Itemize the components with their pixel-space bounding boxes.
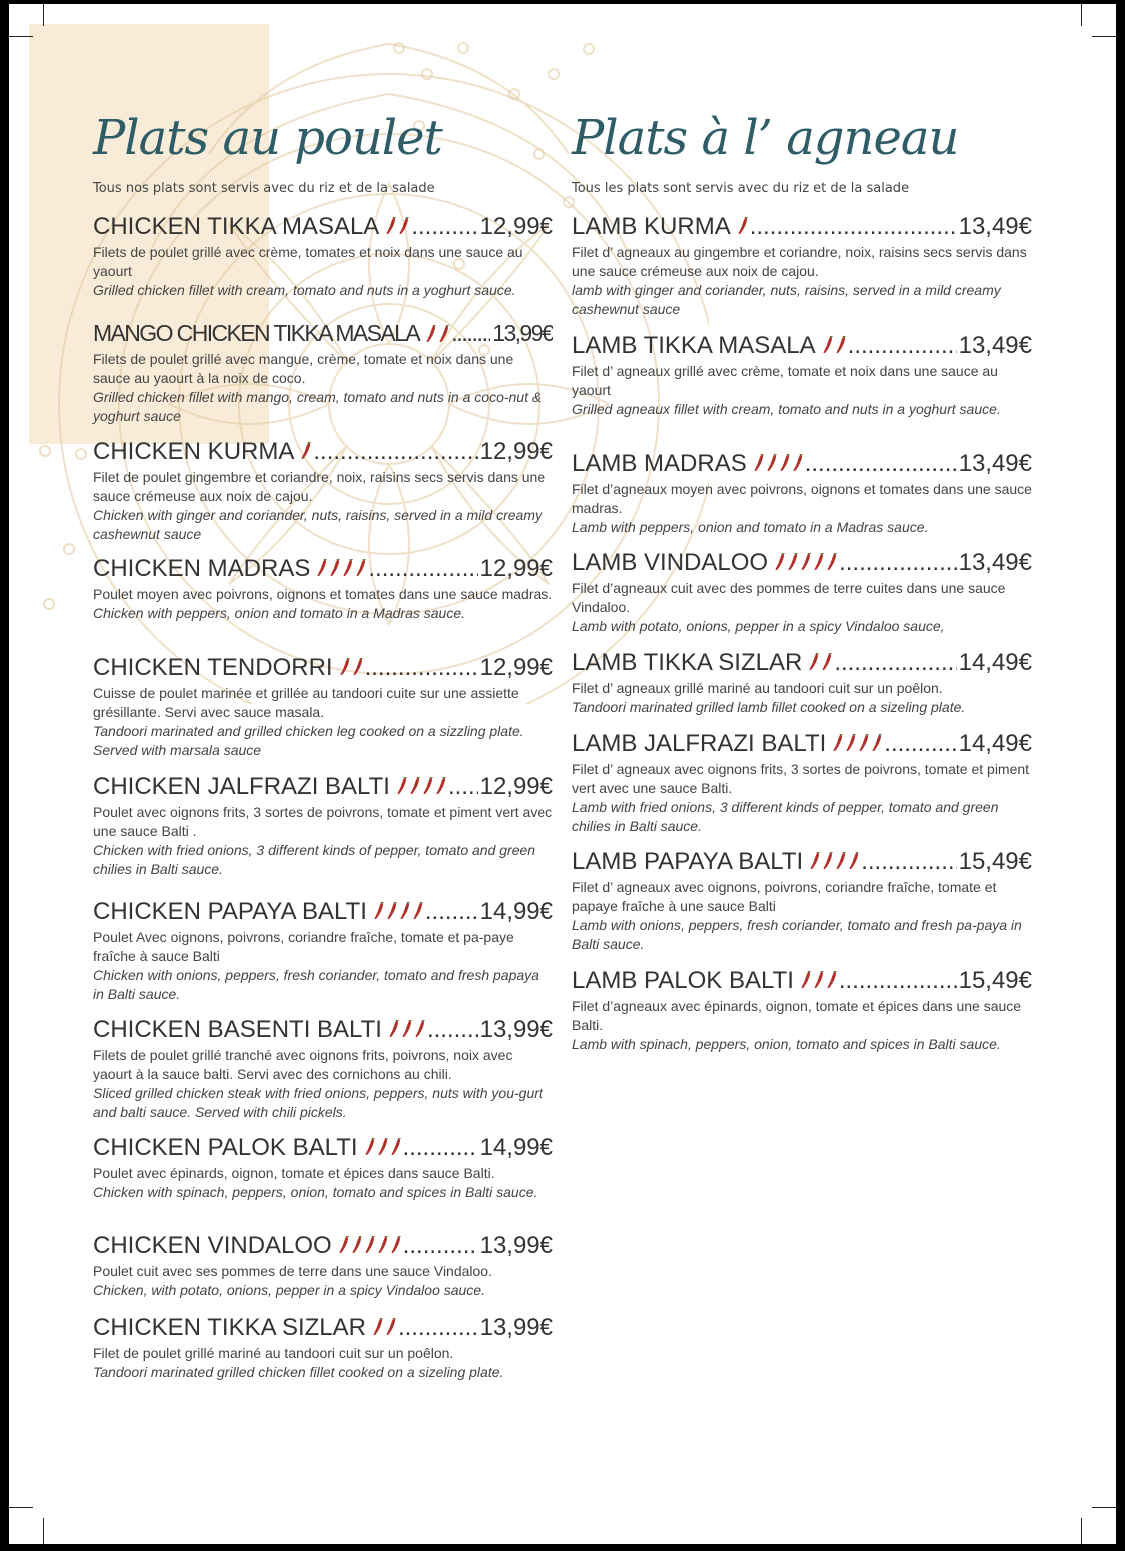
dot-leader (839, 549, 957, 577)
dish-title-line (572, 730, 1032, 760)
dish-description-fr: Filet d’ agneaux au gingembre et coriandre, noix, raisins secs servis dans une sauce crémeuse aux noix de cajou. (572, 244, 1027, 279)
dish-name: CHICKEN TIKKA MASALA (93, 213, 380, 240)
dot-leader (848, 332, 957, 360)
spice-level-chili-icons (364, 1135, 402, 1163)
dish-title-line (93, 213, 553, 243)
chili-pepper-icon (352, 655, 364, 683)
spice-level-chili-icons (800, 968, 838, 996)
spice-level-chili-icons (822, 333, 847, 361)
spice-level-chili-icons (809, 849, 860, 877)
dot-leader (403, 1232, 478, 1260)
dot-leader (839, 967, 957, 995)
chili-pepper-icon (372, 1315, 384, 1343)
lamb-subtitle: Tous les plats sont servis avec du riz et de la salade (572, 181, 910, 196)
dish-description-fr: Filet d’agneaux cuit avec des pommes de terre cuites dans une sauce Vindaloo. (572, 580, 1006, 615)
menu-page (9, 4, 1116, 1544)
dot-leader (861, 848, 956, 876)
dish-price: 12,99€ (479, 654, 553, 681)
chili-pepper-icon (737, 214, 749, 242)
spice-level-chili-icons (808, 650, 833, 678)
lamb-menu-item (572, 967, 1032, 1054)
chicken-menu-item (93, 898, 553, 1004)
dish-price: 13,99€ (479, 1016, 553, 1043)
chili-pepper-icon (399, 899, 411, 927)
dish-description-fr: Filet d’ agneaux avec oignons, poivrons, coriandre fraîche, tomate et papaye fraîche à une sauce Balti (572, 879, 997, 914)
chili-pepper-icon (390, 1233, 402, 1261)
chili-pepper-icon (835, 333, 847, 361)
dish-price: 14,99€ (479, 898, 553, 925)
dot-leader (365, 654, 478, 682)
chili-pepper-icon (364, 1135, 376, 1163)
dish-description-en: lamb with ginger and coriander, nuts, raisins, served in a mild creamy cashewnut sauce (572, 282, 1001, 317)
chili-pepper-icon (826, 550, 838, 578)
spice-level-chili-icons (316, 556, 367, 584)
dish-description-fr: Filet de poulet gingembre et coriandre, noix, raisins secs servis dans une sauce crémeuse aux noix de cajou. (93, 469, 546, 504)
dish-title-line (93, 320, 553, 350)
dot-leader (368, 555, 477, 583)
spice-level-chili-icons (338, 1233, 402, 1261)
dish-name: LAMB TIKKA SIZLAR (572, 649, 803, 676)
chili-pepper-icon (351, 1233, 363, 1261)
dish-price: 14,49€ (958, 649, 1032, 676)
dish-name: CHICKEN JALFRAZI BALTI (93, 773, 390, 800)
chili-pepper-icon (822, 333, 834, 361)
chili-pepper-icon (848, 849, 860, 877)
dish-description-fr: Cuisse de poulet marinée et grillée au tandoori cuite sur une assiette grésillante. Servi avec sauce masala. (93, 685, 519, 720)
chili-pepper-icon (858, 731, 870, 759)
chili-pepper-icon (800, 968, 812, 996)
dish-title-line (93, 898, 553, 928)
chili-pepper-icon (412, 899, 424, 927)
lamb-heading: Plats à l’ agneau (572, 110, 959, 166)
dish-description-fr: Filet d’ agneaux grillé mariné au tandoori cuit sur un poêlon. (572, 680, 943, 696)
dish-description-en: Grilled chicken fillet with cream, tomato and nuts in a yoghurt sauce. (93, 282, 516, 298)
spice-level-chili-icons (425, 322, 450, 349)
dish-description-fr: Filets de poulet grillé tranché avec oignons frits, poivrons, noix avec yaourt à la sauce balti. Servi avec des cornichons au chili. (93, 1047, 513, 1082)
dish-description-en: Grilled agneaux fillet with cream, tomato and nuts in a yoghurt sauce. (572, 401, 1001, 417)
dish-price: 13,99€ (479, 1314, 553, 1341)
dish-description-fr: Poulet avec oignons frits, 3 sortes de poivrons, tomate et piment vert avec une sauce Balti . (93, 804, 553, 839)
chili-pepper-icon (342, 556, 354, 584)
lamb-menu-item (572, 848, 1032, 954)
dish-description-fr: Filet d’ agneaux avec oignons frits, 3 sortes de poivrons, tomate et piment vert avec une sauce Balti. (572, 761, 1030, 796)
chicken-menu-item (93, 1314, 553, 1382)
dish-name: LAMB KURMA (572, 213, 731, 240)
chili-pepper-icon (826, 968, 838, 996)
chicken-menu-item (93, 1232, 553, 1300)
chili-pepper-icon (753, 451, 765, 479)
dish-price: 14,99€ (479, 1134, 553, 1161)
dot-leader (313, 438, 477, 466)
dish-description-en: Chicken with spinach, peppers, onion, tomato and spices in Balti sauce. (93, 1184, 538, 1200)
dot-leader (425, 898, 478, 926)
dish-title-line (93, 1232, 553, 1262)
chili-pepper-icon (435, 774, 447, 802)
lamb-menu-item (572, 332, 1032, 419)
dish-description-en: Chicken with fried onions, 3 different kinds of pepper, tomato and green chilies in Balti sauce. (93, 842, 536, 877)
dish-name: CHICKEN KURMA (93, 438, 295, 465)
dish-name: CHICKEN BASENTI BALTI (93, 1016, 382, 1043)
chicken-menu-item (93, 320, 553, 426)
dish-description-en: Tandoori marinated and grilled chicken leg cooked on a sizzling plate. Served with marsala sauce (93, 723, 524, 758)
dish-description-en: Lamb with spinach, peppers, onion, tomato and spices in Balti sauce. (572, 1036, 1001, 1052)
spice-level-chili-icons (388, 1017, 426, 1045)
chili-pepper-icon (300, 439, 312, 467)
dish-title-line (572, 549, 1032, 579)
dish-description-fr: Filets de poulet grillé avec mangue, crème, tomate et noix dans une sauce au yaourt à la noix de coco. (93, 351, 514, 386)
dish-name: LAMB PALOK BALTI (572, 967, 794, 994)
chili-pepper-icon (414, 1017, 426, 1045)
dish-name: LAMB MADRAS (572, 450, 747, 477)
chili-pepper-icon (398, 214, 410, 242)
dish-description-fr: Filet d’ agneaux grillé avec crème, tomate et noix dans une sauce au yaourt (572, 363, 998, 398)
spice-level-chili-icons (753, 451, 804, 479)
dish-title-line (572, 967, 1032, 997)
dish-description-en: Chicken with peppers, onion and tomato in a Madras sauce. (93, 605, 465, 621)
dish-description-fr: Poulet cuit avec ses pommes de terre dans une sauce Vindaloo. (93, 1263, 492, 1279)
dish-price: 13,49€ (958, 332, 1032, 359)
spice-level-chili-icons (385, 214, 410, 242)
dish-description-fr: Filet de poulet grillé mariné au tandoori cuit sur un poêlon. (93, 1345, 454, 1361)
spice-level-chili-icons (737, 214, 749, 242)
dish-name: CHICKEN MADRAS (93, 555, 311, 582)
dish-description-fr: Poulet Avec oignons, poivrons, coriandre fraîche, tomate et pa-paye fraîche à sauce Balti (93, 929, 514, 964)
dish-title-line (93, 654, 553, 684)
dish-name: CHICKEN TIKKA SIZLAR (93, 1314, 366, 1341)
chicken-menu-item (93, 1016, 553, 1122)
spice-level-chili-icons (339, 655, 364, 683)
lamb-menu-item (572, 450, 1032, 537)
dish-name: CHICKEN VINDALOO (93, 1232, 332, 1259)
chili-pepper-icon (338, 1233, 350, 1261)
chicken-menu-item (93, 773, 553, 879)
chili-pepper-icon (355, 556, 367, 584)
dish-description-fr: Poulet moyen avec poivrons, oignons et tomates dans une sauce madras. (93, 586, 553, 602)
dish-title-line (93, 773, 553, 803)
dish-title-line (572, 332, 1032, 362)
dish-description-en: Lamb with potato, onions, pepper in a spicy Vindaloo sauce, (572, 618, 945, 634)
dish-title-line (93, 1134, 553, 1164)
chili-pepper-icon (377, 1233, 389, 1261)
dish-description-en: Grilled chicken fillet with mango, cream, tomato and nuts in a coco-nut & yoghurt sauce (93, 389, 542, 424)
dish-title-line (93, 438, 553, 468)
dish-price: 13,99€ (492, 320, 553, 346)
chili-pepper-icon (316, 556, 328, 584)
dish-title-line (572, 450, 1032, 480)
dot-leader (805, 450, 957, 478)
dish-title-line (572, 649, 1032, 679)
chili-pepper-icon (422, 774, 434, 802)
chili-pepper-icon (438, 322, 450, 349)
lamb-menu-item (572, 649, 1032, 717)
dish-price: 13,49€ (958, 450, 1032, 477)
dish-name: CHICKEN PAPAYA BALTI (93, 898, 367, 925)
dish-price: 12,99€ (479, 555, 553, 582)
chicken-menu-item (93, 1134, 553, 1202)
dot-leader (403, 1134, 478, 1162)
chicken-menu-item (93, 555, 553, 623)
chicken-menu-item (93, 213, 553, 300)
chicken-heading: Plats au poulet (93, 110, 442, 166)
dish-description-en: Chicken, with potato, onions, pepper in a spicy Vindaloo sauce. (93, 1282, 485, 1298)
chili-pepper-icon (800, 550, 812, 578)
dish-price: 13,49€ (958, 549, 1032, 576)
dot-leader (427, 1016, 478, 1044)
dish-description-en: Lamb with fried onions, 3 different kinds of pepper, tomato and green chilies in Balti sauce. (572, 799, 999, 834)
dish-title-line (572, 213, 1032, 243)
spice-level-chili-icons (300, 439, 312, 467)
dish-name: LAMB PAPAYA BALTI (572, 848, 804, 875)
dish-name: CHICKEN TENDORRI (93, 654, 333, 681)
chili-pepper-icon (835, 849, 847, 877)
chili-pepper-icon (821, 650, 833, 678)
chicken-subtitle: Tous nos plats sont servis avec du riz et de la salade (93, 181, 435, 196)
spice-level-chili-icons (373, 899, 424, 927)
dish-description-en: Chicken with onions, peppers, fresh coriander, tomato and fresh papaya in Balti sauce. (93, 967, 539, 1002)
dish-description-en: Tandoori marinated grilled chicken fillet cooked on a sizeling plate. (93, 1364, 504, 1380)
chili-pepper-icon (339, 655, 351, 683)
dish-price: 15,49€ (958, 967, 1032, 994)
dish-description-en: Lamb with peppers, onion and tomato in a Madras sauce. (572, 519, 929, 535)
dish-description-fr: Filet d’agneaux moyen avec poivrons, oignons et tomates dans une sauce madras. (572, 481, 1032, 516)
lamb-menu-item (572, 213, 1032, 319)
lamb-menu-item (572, 730, 1032, 836)
chili-pepper-icon (813, 968, 825, 996)
dot-leader (750, 213, 957, 241)
dish-name: MANGO CHICKEN TIKKA MASALA (93, 320, 420, 346)
dish-description-fr: Filets de poulet grillé avec crème, tomates et noix dans une sauce au yaourt (93, 244, 523, 279)
chili-pepper-icon (779, 451, 791, 479)
chili-pepper-icon (845, 731, 857, 759)
chili-pepper-icon (385, 1315, 397, 1343)
dot-leader (411, 213, 477, 241)
dot-leader (398, 1314, 478, 1342)
dish-price: 12,99€ (479, 773, 553, 800)
spice-level-chili-icons (832, 731, 883, 759)
dish-price: 12,99€ (479, 438, 553, 465)
dish-description-fr: Filet d’agneaux avec épinards, oignon, tomate et épices dans une sauce Balti. (572, 998, 1022, 1033)
dish-name: LAMB JALFRAZI BALTI (572, 730, 827, 757)
dish-price: 13,49€ (958, 213, 1032, 240)
chili-pepper-icon (364, 1233, 376, 1261)
dish-title-line (93, 1016, 553, 1046)
chili-pepper-icon (822, 849, 834, 877)
dish-title-line (572, 848, 1032, 878)
dish-name: CHICKEN PALOK BALTI (93, 1134, 358, 1161)
chili-pepper-icon (373, 899, 385, 927)
chili-pepper-icon (792, 451, 804, 479)
dish-name: LAMB VINDALOO (572, 549, 769, 576)
chili-pepper-icon (832, 731, 844, 759)
chili-pepper-icon (871, 731, 883, 759)
dot-leader (448, 773, 478, 801)
dish-price: 13,99€ (479, 1232, 553, 1259)
chili-pepper-icon (396, 774, 408, 802)
chili-pepper-icon (425, 322, 437, 349)
dish-title-line (93, 1314, 553, 1344)
chili-pepper-icon (386, 899, 398, 927)
dish-title-line (93, 555, 553, 585)
chili-pepper-icon (385, 214, 397, 242)
dish-description-en: Tandoori marinated grilled lamb fillet cooked on a sizeling plate. (572, 699, 966, 715)
chili-pepper-icon (377, 1135, 389, 1163)
dot-leader (884, 730, 956, 758)
dish-description-en: Sliced grilled chicken steak with fried onions, peppers, nuts with you-gurt and balti sauce. Served with chili pickels. (93, 1085, 543, 1120)
dish-description-en: Chicken with ginger and coriander, nuts, raisins, served in a mild creamy cashewnut sauce (93, 507, 542, 542)
dish-price: 15,49€ (958, 848, 1032, 875)
dish-price: 12,99€ (479, 213, 553, 240)
spice-level-chili-icons (396, 774, 447, 802)
chili-pepper-icon (809, 849, 821, 877)
chili-pepper-icon (774, 550, 786, 578)
dish-name: LAMB TIKKA MASALA (572, 332, 816, 359)
chicken-menu-item (93, 438, 553, 544)
dish-price: 14,49€ (958, 730, 1032, 757)
chili-pepper-icon (787, 550, 799, 578)
chili-pepper-icon (388, 1017, 400, 1045)
lamb-menu-item (572, 549, 1032, 636)
chili-pepper-icon (409, 774, 421, 802)
chicken-menu-item (93, 654, 553, 760)
chili-pepper-icon (329, 556, 341, 584)
chili-pepper-icon (401, 1017, 413, 1045)
chili-pepper-icon (390, 1135, 402, 1163)
dish-description-fr: Poulet avec épinards, oignon, tomate et épices dans sauce Balti. (93, 1165, 495, 1181)
dish-description-en: Lamb with onions, peppers, fresh coriander, tomato and fresh pa-paya in Balti sauce. (572, 917, 1022, 952)
spice-level-chili-icons (372, 1315, 397, 1343)
chili-pepper-icon (808, 650, 820, 678)
spice-level-chili-icons (774, 550, 838, 578)
dot-leader (834, 649, 956, 677)
chili-pepper-icon (813, 550, 825, 578)
dot-leader (451, 320, 490, 348)
chili-pepper-icon (766, 451, 778, 479)
